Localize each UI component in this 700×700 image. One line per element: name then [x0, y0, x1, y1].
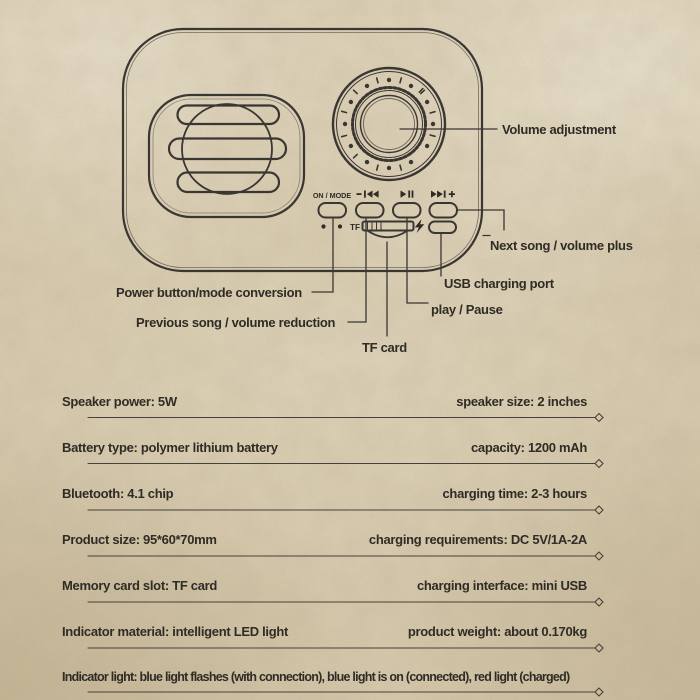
spec-right-charging-time: charging time: 2-3 hours	[442, 486, 587, 501]
spec-left-battery-type: Battery type: polymer lithium battery	[62, 440, 278, 455]
spec-left-memory-card-slot: Memory card slot: TF card	[62, 578, 218, 593]
spec-left-indicator-material: Indicator material: intelligent LED light	[62, 624, 289, 639]
spec-right-speaker-size: speaker size: 2 inches	[456, 394, 587, 409]
spec-left-bluetooth: Bluetooth: 4.1 chip	[62, 486, 174, 501]
minus-icon	[357, 193, 362, 195]
spec-left-product-size: Product size: 95*60*70mm	[62, 532, 217, 547]
callout-play-pause: play / Pause	[431, 302, 503, 317]
power-mode-print-label: ON / MODE	[312, 191, 352, 200]
spec-right-charging-req: charging requirements: DC 5V/1A-2A	[368, 532, 587, 547]
spec-left-indicator-light: Indicator light: blue light flashes (with connection), blue light is on (connected), red light (charged)	[62, 670, 570, 684]
spec-right-capacity: capacity: 1200 mAh	[471, 440, 587, 455]
callout-tf-card: TF card	[362, 340, 407, 355]
callout-power-button: Power button/mode conversion	[116, 285, 302, 300]
spec-right-charging-iface: charging interface: mini USB	[416, 578, 587, 593]
callout-next-song: Next song / volume plus	[490, 238, 633, 253]
callout-previous-song: Previous song / volume reduction	[136, 315, 336, 330]
spec-right-product-weight: product weight: about 0.170kg	[407, 624, 587, 639]
spec-left-speaker-power: Speaker power: 5W	[62, 394, 177, 409]
tf-print-label: TF	[349, 223, 361, 232]
callout-usb-charging-port: USB charging port	[444, 276, 554, 291]
callout-volume-adjustment: Volume adjustment	[502, 122, 616, 137]
